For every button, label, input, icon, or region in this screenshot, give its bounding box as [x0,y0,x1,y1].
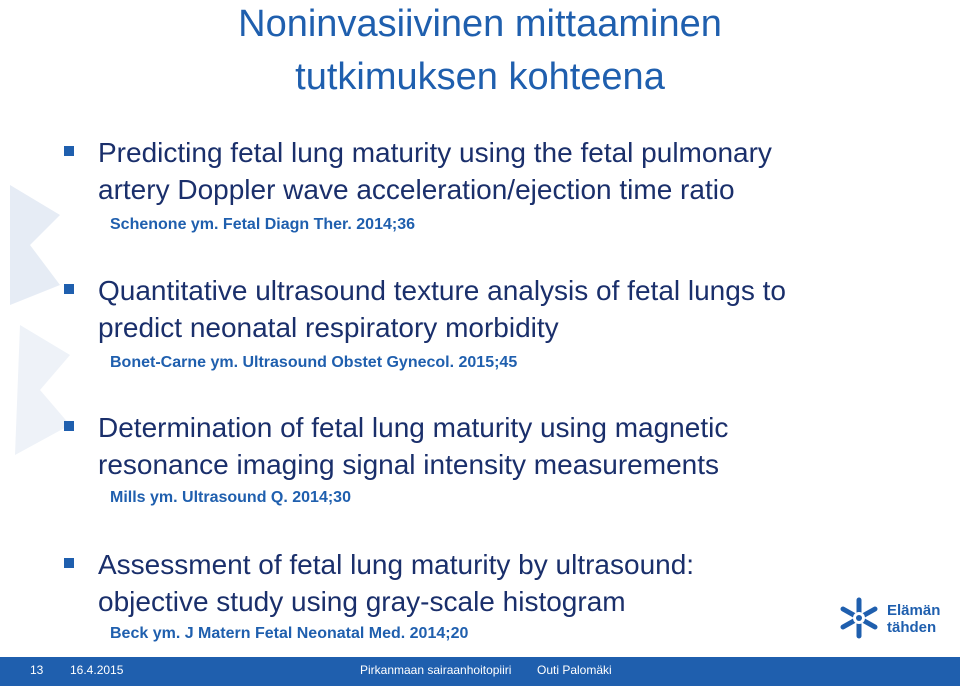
footer-date: 16.4.2015 [70,663,124,677]
item-text [98,134,772,208]
item-reference: Beck ym. J Matern Fetal Neonatal Med. 2014;20 [110,625,469,642]
item-reference: Schenone ym. Fetal Diagn Ther. 2014;36 [110,216,415,233]
item-line1: Assessment of fetal lung maturity by ultrasound: [98,549,695,580]
item-text [98,546,694,620]
item-text [98,272,786,346]
slide-title-line1: Noninvasiivinen mittaaminen [238,3,722,45]
bullet-square-icon [64,284,74,294]
item-line1: Quantitative ultrasound texture analysis of fetal lungs to [98,275,786,306]
footer-bar [0,657,960,686]
item-line2: artery Doppler wave acceleration/ejection time ratio [98,174,735,205]
slide-title-line2: tutkimuksen kohteena [295,56,665,98]
item-line2: predict neonatal respiratory morbidity [98,312,559,343]
item-line2: objective study using gray-scale histogram [98,586,626,617]
item-line1: Determination of fetal lung maturity using magnetic [98,412,729,443]
logo-text-line1: Elämän [887,602,941,619]
slide-number: 13 [30,663,44,677]
item-line1: Predicting fetal lung maturity using the fetal pulmonary [98,137,772,168]
bullet-square-icon [64,421,74,431]
item-reference: Bonet-Carne ym. Ultrasound Obstet Gynecol. 2015;45 [110,354,518,371]
bullet-square-icon [64,558,74,568]
logo-text-line2: tähden [887,619,937,636]
footer-organization: Pirkanmaan sairaanhoitopiiri [360,663,512,677]
item-reference: Mills ym. Ultrasound Q. 2014;30 [110,489,351,506]
item-text [98,409,728,483]
footer-author: Outi Palomäki [537,663,612,677]
item-line2: resonance imaging signal intensity measurements [98,449,719,480]
bullet-square-icon [64,146,74,156]
